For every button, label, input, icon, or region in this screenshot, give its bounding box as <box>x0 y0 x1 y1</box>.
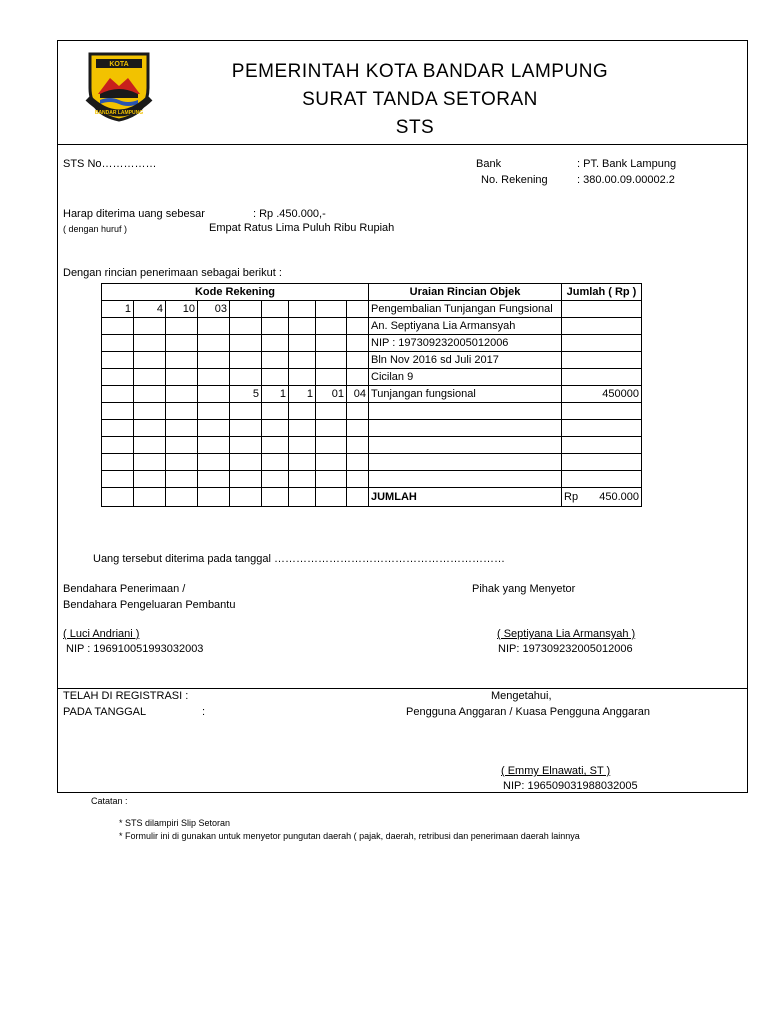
words-label: ( dengan huruf ) <box>63 224 128 234</box>
kode-rekening-cell: 01 <box>316 386 347 403</box>
kode-rekening-cell <box>230 318 262 335</box>
kode-rekening-cell <box>347 352 369 369</box>
uraian-cell: Tunjangan fungsional <box>369 386 562 403</box>
jumlah-cell <box>562 352 642 369</box>
acknowledged-label: Mengetahui, <box>491 690 552 702</box>
note-2: * Formulir ini di gunakan untuk menyetor pungutan daerah ( pajak, daerah, retribusi dan penerimaan daerah lainnya <box>119 831 580 841</box>
kode-rekening-cell <box>198 352 230 369</box>
rekening-label: No. Rekening <box>481 174 548 186</box>
uraian-cell: An. Septiyana Lia Armansyah <box>369 318 562 335</box>
kode-rekening-cell <box>102 471 134 488</box>
jumlah-cell <box>562 403 642 420</box>
table-row <box>102 471 642 488</box>
kode-rekening-cell <box>289 369 316 386</box>
kode-rekening-cell <box>262 454 289 471</box>
uraian-cell <box>369 471 562 488</box>
kode-rekening-cell <box>316 301 347 318</box>
table-header-row <box>102 284 642 301</box>
kode-rekening-cell: 04 <box>347 386 369 403</box>
kode-rekening-cell <box>198 471 230 488</box>
kode-rekening-cell <box>347 335 369 352</box>
depositor-nip: NIP: 197309232005012006 <box>498 643 633 655</box>
kode-rekening-cell <box>134 420 166 437</box>
title-document: SURAT TANDA SETORAN <box>302 89 538 110</box>
kode-rekening-cell <box>289 437 316 454</box>
rincian-table <box>101 283 642 507</box>
kode-rekening-cell <box>198 437 230 454</box>
kode-rekening-cell <box>289 318 316 335</box>
rincian-intro: Dengan rincian penerimaan sebagai berikut : <box>63 267 282 279</box>
budget-user-nip: NIP: 196509031988032005 <box>503 780 638 792</box>
kode-rekening-cell <box>166 420 198 437</box>
jumlah-cell: 450000 <box>562 386 642 403</box>
treasurer-title-1: Bendahara Penerimaan / <box>63 583 186 595</box>
kode-rekening-cell <box>102 454 134 471</box>
budget-user-title: Pengguna Anggaran / Kuasa Pengguna Anggaran <box>406 706 651 718</box>
logo-bottom-text: BANDAR LAMPUNG <box>94 110 144 116</box>
registered-label: TELAH DI REGISTRASI : <box>63 690 189 702</box>
bank-value: : PT. Bank Lampung <box>577 158 677 170</box>
kode-rekening-cell <box>230 403 262 420</box>
jumlah-cell <box>562 454 642 471</box>
registered-date-colon: : <box>202 706 206 718</box>
registered-date-label: PADA TANGGAL <box>63 706 147 718</box>
kode-rekening-cell <box>316 471 347 488</box>
amount-value: : Rp .450.000,- <box>253 208 326 220</box>
kode-rekening-cell <box>316 369 347 386</box>
table-row <box>102 386 642 403</box>
total-label: JUMLAH <box>369 488 562 507</box>
kode-rekening-cell <box>166 454 198 471</box>
jumlah-cell <box>562 369 642 386</box>
kode-rekening-cell <box>198 403 230 420</box>
budget-user-name: ( Emmy Elnawati, ST ) <box>501 765 611 777</box>
title-government: PEMERINTAH KOTA BANDAR LAMPUNG <box>231 61 609 82</box>
notes-label: Catatan : <box>91 796 128 806</box>
kode-rekening-cell <box>262 403 289 420</box>
kode-rekening-cell <box>198 369 230 386</box>
treasurer-title-2: Bendahara Pengeluaran Pembantu <box>63 599 236 611</box>
kode-rekening-cell <box>134 318 166 335</box>
amount-label: Harap diterima uang sebesar <box>63 208 205 220</box>
kode-rekening-cell <box>262 437 289 454</box>
table-total-row <box>102 488 642 507</box>
kode-rekening-cell <box>316 352 347 369</box>
kode-rekening-cell <box>102 437 134 454</box>
table-row <box>102 369 642 386</box>
kode-rekening-cell <box>262 318 289 335</box>
sts-number: STS No…………… <box>63 158 157 170</box>
uraian-cell <box>369 420 562 437</box>
table-row <box>102 318 642 335</box>
kode-rekening-cell <box>230 301 262 318</box>
kode-rekening-cell <box>134 437 166 454</box>
kode-rekening-cell <box>347 318 369 335</box>
kode-rekening-cell <box>134 369 166 386</box>
kode-rekening-cell <box>230 352 262 369</box>
table-row <box>102 301 642 318</box>
kode-rekening-cell <box>316 454 347 471</box>
total-value: 450.000 <box>599 491 639 503</box>
table-row <box>102 454 642 471</box>
city-emblem-logo <box>82 48 156 122</box>
bank-label: Bank <box>476 158 502 170</box>
kode-rekening-cell: 1 <box>262 386 289 403</box>
table-row <box>102 352 642 369</box>
kode-rekening-cell <box>198 318 230 335</box>
header-uraian: Uraian Rincian Objek <box>369 284 562 301</box>
jumlah-cell <box>562 437 642 454</box>
kode-rekening-cell <box>316 437 347 454</box>
kode-rekening-cell <box>134 471 166 488</box>
kode-rekening-cell <box>102 369 134 386</box>
header-jumlah: Jumlah ( Rp ) <box>562 284 642 301</box>
kode-rekening-cell <box>102 318 134 335</box>
kode-rekening-cell <box>134 352 166 369</box>
jumlah-cell <box>562 301 642 318</box>
table-row <box>102 437 642 454</box>
title-sts: STS <box>395 117 435 138</box>
kode-rekening-cell: 1 <box>102 301 134 318</box>
logo-top-text: KOTA <box>109 61 129 68</box>
kode-rekening-cell <box>347 369 369 386</box>
kode-rekening-cell <box>230 471 262 488</box>
kode-rekening-cell <box>289 454 316 471</box>
uraian-cell: Bln Nov 2016 sd Juli 2017 <box>369 352 562 369</box>
kode-rekening-cell: 4 <box>134 301 166 318</box>
kode-rekening-cell: 10 <box>166 301 198 318</box>
kode-rekening-cell <box>262 420 289 437</box>
kode-rekening-cell <box>198 335 230 352</box>
uraian-cell: Pengembalian Tunjangan Fungsional <box>369 301 562 318</box>
kode-rekening-cell <box>289 352 316 369</box>
kode-rekening-cell: 1 <box>289 386 316 403</box>
kode-rekening-cell <box>102 403 134 420</box>
jumlah-cell <box>562 335 642 352</box>
treasurer-name: ( Luci Andriani ) <box>63 628 140 640</box>
kode-rekening-cell <box>166 335 198 352</box>
kode-rekening-cell <box>102 386 134 403</box>
kode-rekening-cell <box>134 386 166 403</box>
kode-rekening-cell <box>230 420 262 437</box>
treasurer-nip: NIP : 196910051993032003 <box>66 643 204 655</box>
jumlah-cell <box>562 420 642 437</box>
table-row <box>102 420 642 437</box>
kode-rekening-cell <box>347 301 369 318</box>
kode-rekening-cell <box>262 335 289 352</box>
total-amount-cell <box>562 488 642 507</box>
header-kode-rekening: Kode Rekening <box>102 284 369 301</box>
kode-rekening-cell <box>262 301 289 318</box>
rekening-value: : 380.00.09.00002.2 <box>577 174 675 186</box>
jumlah-cell <box>562 318 642 335</box>
kode-rekening-cell <box>347 437 369 454</box>
depositor-title: Pihak yang Menyetor <box>472 583 576 595</box>
kode-rekening-cell: 03 <box>198 301 230 318</box>
uraian-cell <box>369 403 562 420</box>
kode-rekening-cell <box>166 471 198 488</box>
uraian-cell: Cicilan 9 <box>369 369 562 386</box>
kode-rekening-cell <box>134 335 166 352</box>
uraian-cell <box>369 454 562 471</box>
kode-rekening-cell <box>262 471 289 488</box>
registration-divider <box>57 688 748 689</box>
kode-rekening-cell <box>289 335 316 352</box>
kode-rekening-cell <box>102 420 134 437</box>
table-body <box>102 301 642 488</box>
kode-rekening-cell <box>262 352 289 369</box>
kode-rekening-cell <box>347 420 369 437</box>
kode-rekening-cell <box>166 369 198 386</box>
kode-rekening-cell <box>166 403 198 420</box>
kode-rekening-cell <box>347 403 369 420</box>
kode-rekening-cell <box>134 454 166 471</box>
kode-rekening-cell <box>166 318 198 335</box>
table-row <box>102 335 642 352</box>
kode-rekening-cell <box>316 403 347 420</box>
kode-rekening-cell <box>230 335 262 352</box>
amount-in-words: Empat Ratus Lima Puluh Ribu Rupiah <box>209 222 395 234</box>
kode-rekening-cell <box>198 454 230 471</box>
received-date-line: Uang tersebut diterima pada tanggal ……………………………………………………… <box>93 553 506 565</box>
kode-rekening-cell <box>347 471 369 488</box>
kode-rekening-cell <box>198 386 230 403</box>
kode-rekening-cell <box>347 454 369 471</box>
uraian-cell <box>369 437 562 454</box>
note-1: * STS dilampiri Slip Setoran <box>119 818 231 828</box>
kode-rekening-cell <box>262 369 289 386</box>
kode-rekening-cell <box>134 403 166 420</box>
kode-rekening-cell <box>289 301 316 318</box>
kode-rekening-cell <box>289 471 316 488</box>
kode-rekening-cell <box>316 420 347 437</box>
total-currency: Rp <box>564 491 579 503</box>
kode-rekening-cell <box>198 420 230 437</box>
jumlah-cell <box>562 471 642 488</box>
kode-rekening-cell <box>102 352 134 369</box>
kode-rekening-cell <box>289 420 316 437</box>
kode-rekening-cell <box>230 454 262 471</box>
kode-rekening-cell <box>166 386 198 403</box>
kode-rekening-cell <box>166 437 198 454</box>
kode-rekening-cell <box>166 352 198 369</box>
kode-rekening-cell <box>102 335 134 352</box>
kode-rekening-cell <box>289 403 316 420</box>
kode-rekening-cell <box>230 369 262 386</box>
kode-rekening-cell <box>316 335 347 352</box>
kode-rekening-cell <box>316 318 347 335</box>
table-row <box>102 403 642 420</box>
kode-rekening-cell: 5 <box>230 386 262 403</box>
depositor-name: ( Septiyana Lia Armansyah ) <box>497 628 636 640</box>
header-divider <box>57 144 748 145</box>
kode-rekening-cell <box>230 437 262 454</box>
uraian-cell: NIP : 197309232005012006 <box>369 335 562 352</box>
